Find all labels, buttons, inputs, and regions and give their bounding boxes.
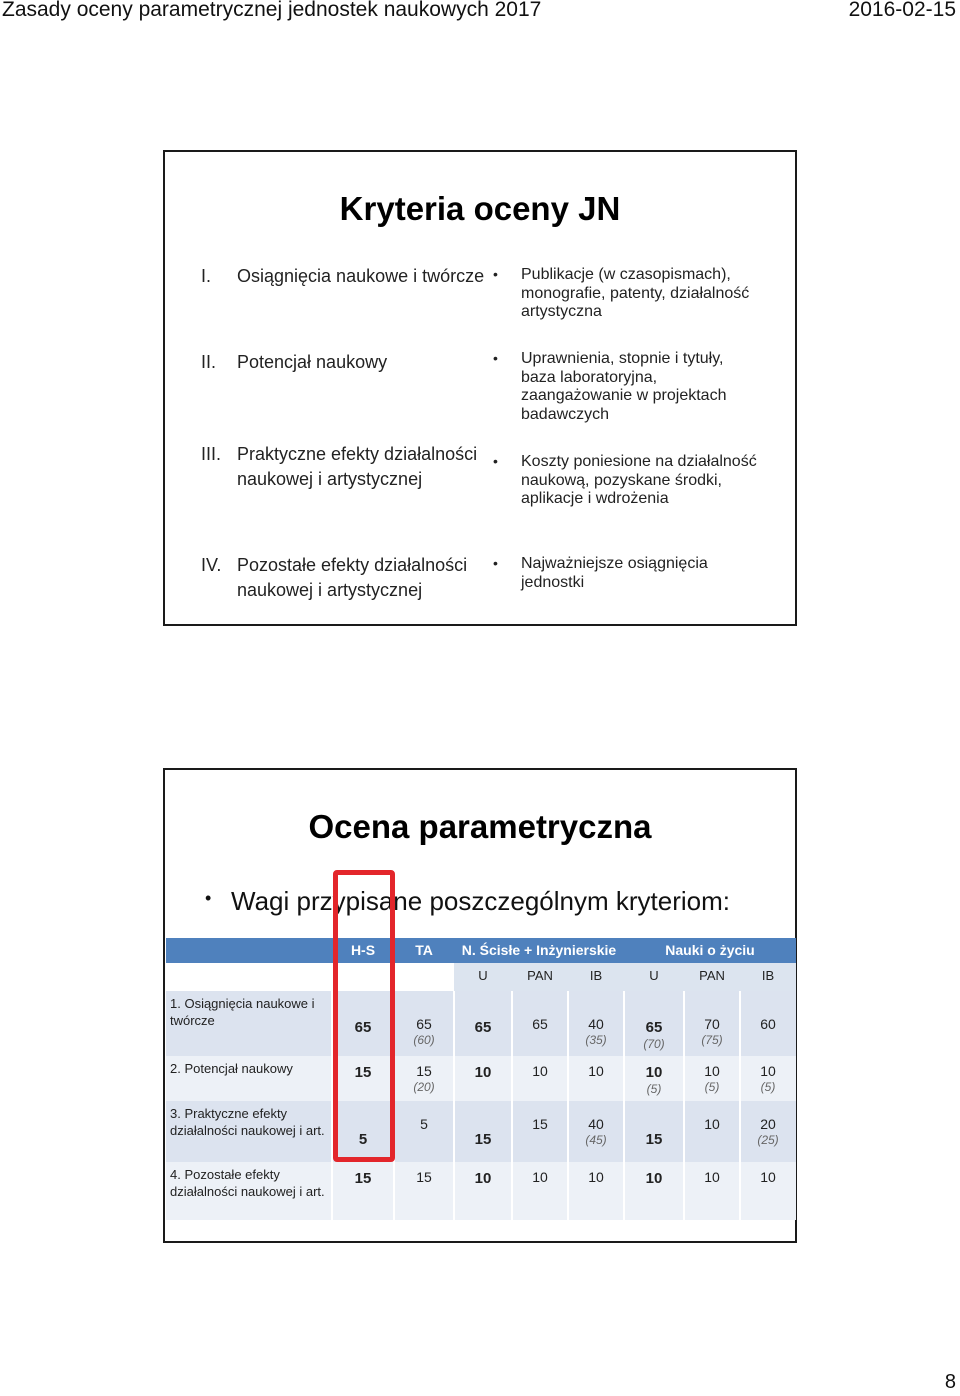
weight-value: 15 [354,1170,372,1187]
criterion-number: IV. [201,555,222,575]
value-cell [568,1101,624,1162]
alt-weight-value: (35) [585,1033,607,1047]
table-row [166,991,796,1056]
weight-value: 15 [474,1131,492,1148]
value-cell [624,1101,684,1162]
value-cell [568,991,624,1056]
alt-weight-value: (25) [757,1133,779,1147]
row-label: 1. Osiągnięcia naukowe i twórcze [170,996,315,1028]
weight-value: 10 [532,1063,548,1079]
weight-value: 20 [760,1116,776,1132]
bullet-icon: • [493,266,498,282]
slide-kryteria [163,150,797,626]
page-header [0,0,960,24]
header-cell: Nauki o życiu [665,942,755,958]
value-cell [684,1162,740,1220]
weight-value: 10 [760,1169,776,1185]
weight-value: 10 [645,1170,663,1187]
weight-value: 65 [474,1019,492,1036]
value-cell [454,1056,512,1101]
table-header-row [166,938,796,963]
weight-value: 10 [704,1169,720,1185]
document-title: Zasady oceny parametrycznej jednostek naukowych 2017 [2,0,542,21]
weight-value: 65 [645,1019,663,1036]
header-cell: N. Ścisłe + Inżynierskie [461,942,617,958]
weight-value: 60 [760,1016,776,1032]
header-cell: TA [415,942,433,958]
highlight-box [333,870,395,1162]
description-text: Publikacje (w czasopismach), monografie, patenty, działalność artystyczna [521,266,750,320]
weight-value: 15 [416,1063,432,1079]
table-subheader-row [166,963,796,991]
weight-value: 10 [760,1063,776,1079]
value-cell [394,1101,454,1162]
value-cell [740,1162,796,1220]
subtitle-text: Wagi przypisane poszczególnym kryteriom: [231,886,730,916]
value-cell [740,991,796,1056]
weight-value: 10 [588,1063,604,1079]
alt-weight-value: (70) [643,1037,665,1051]
alt-weight-value: (5) [760,1080,776,1094]
value-cell [454,1162,512,1220]
alt-weight-value: (5) [646,1082,662,1096]
alt-weight-value: (75) [701,1033,723,1047]
value-cell [624,991,684,1056]
slide-title: Ocena parametryczna [308,808,652,845]
weight-value: 10 [588,1169,604,1185]
value-cell [624,1162,684,1220]
weight-value: 10 [474,1064,492,1081]
weight-value: 40 [588,1016,604,1032]
row-label: 2. Potencjał naukowy [170,1061,293,1076]
value-cell [512,1101,568,1162]
criterion-text: Potencjał naukowy [237,352,388,372]
value-cell [454,1101,512,1162]
bullet-icon: • [205,888,212,908]
bullet-icon: • [493,350,498,366]
weight-value: 70 [704,1016,720,1032]
weight-value: 15 [532,1116,548,1132]
bullet-icon: • [493,555,498,571]
subheader-cell: PAN [527,968,553,983]
weight-value: 15 [416,1169,432,1185]
value-cell [394,1056,454,1101]
weight-value: 10 [704,1116,720,1132]
value-cell [394,1162,454,1220]
header-cell: H-S [350,942,376,958]
criterion-text: Praktyczne efekty działalności naukowej i artystycznej [237,444,478,489]
criterion-number: II. [201,352,217,372]
subheader-cell: IB [589,968,603,983]
weight-value: 40 [588,1116,604,1132]
document-date: 2016-02-15 [848,0,956,21]
weight-value: 65 [354,1019,372,1036]
blank-cell [166,963,454,991]
alt-weight-value: (45) [585,1133,607,1147]
value-cell [740,1056,796,1101]
subheader-cell: U [478,968,488,983]
alt-weight-value: (60) [413,1033,435,1047]
value-cell [512,991,568,1056]
value-cell [568,1056,624,1101]
subheader-cell: IB [761,968,775,983]
criterion-number: I. [201,266,212,286]
description-text: Uprawnienia, stopnie i tytuły, baza laboratoryjna, zaangażowanie w projektach badawczych [521,350,727,423]
row-label: 4. Pozostałe efekty działalności naukowej i art. [170,1167,325,1199]
table-row [166,1162,796,1220]
table-row [166,1101,796,1162]
value-cell [454,991,512,1056]
table-row [166,1056,796,1101]
weight-value: 10 [645,1064,663,1081]
value-cell [624,1056,684,1101]
description-text: Koszty poniesione na działalność naukową, pozyskane środki, aplikacje i wdrożenia [521,453,757,507]
criterion-text: Osiągnięcia naukowe i twórcze [237,266,485,286]
bullet-icon: • [493,453,498,469]
value-cell [568,1162,624,1220]
value-cell [684,1101,740,1162]
value-cell [684,991,740,1056]
subheader-cell: U [649,968,659,983]
weight-value: 15 [354,1064,372,1081]
value-cell [332,1162,394,1220]
slide-title: Kryteria oceny JN [339,190,621,227]
weight-value: 5 [358,1131,368,1148]
criterion-number: III. [201,444,222,464]
description-text: Najważniejsze osiągnięcia jednostki [521,555,708,591]
criterion-text: Pozostałe efekty działalności naukowej i artystycznej [237,555,468,600]
weight-value: 5 [420,1116,428,1132]
subheader-cell: PAN [699,968,725,983]
alt-weight-value: (20) [413,1080,435,1094]
slide-ocena [163,768,797,1243]
alt-weight-value: (5) [704,1080,720,1094]
weight-value: 10 [704,1063,720,1079]
value-cell [740,1101,796,1162]
value-cell [512,1056,568,1101]
weight-value: 10 [474,1170,492,1187]
page-number: 8 [944,1371,956,1393]
value-cell [684,1056,740,1101]
weight-value: 65 [416,1016,432,1032]
weight-value: 10 [532,1169,548,1185]
value-cell [512,1162,568,1220]
value-cell [394,991,454,1056]
row-label: 3. Praktyczne efekty działalności naukowej i art. [170,1106,325,1138]
weight-value: 65 [532,1016,548,1032]
weight-value: 15 [645,1131,663,1148]
